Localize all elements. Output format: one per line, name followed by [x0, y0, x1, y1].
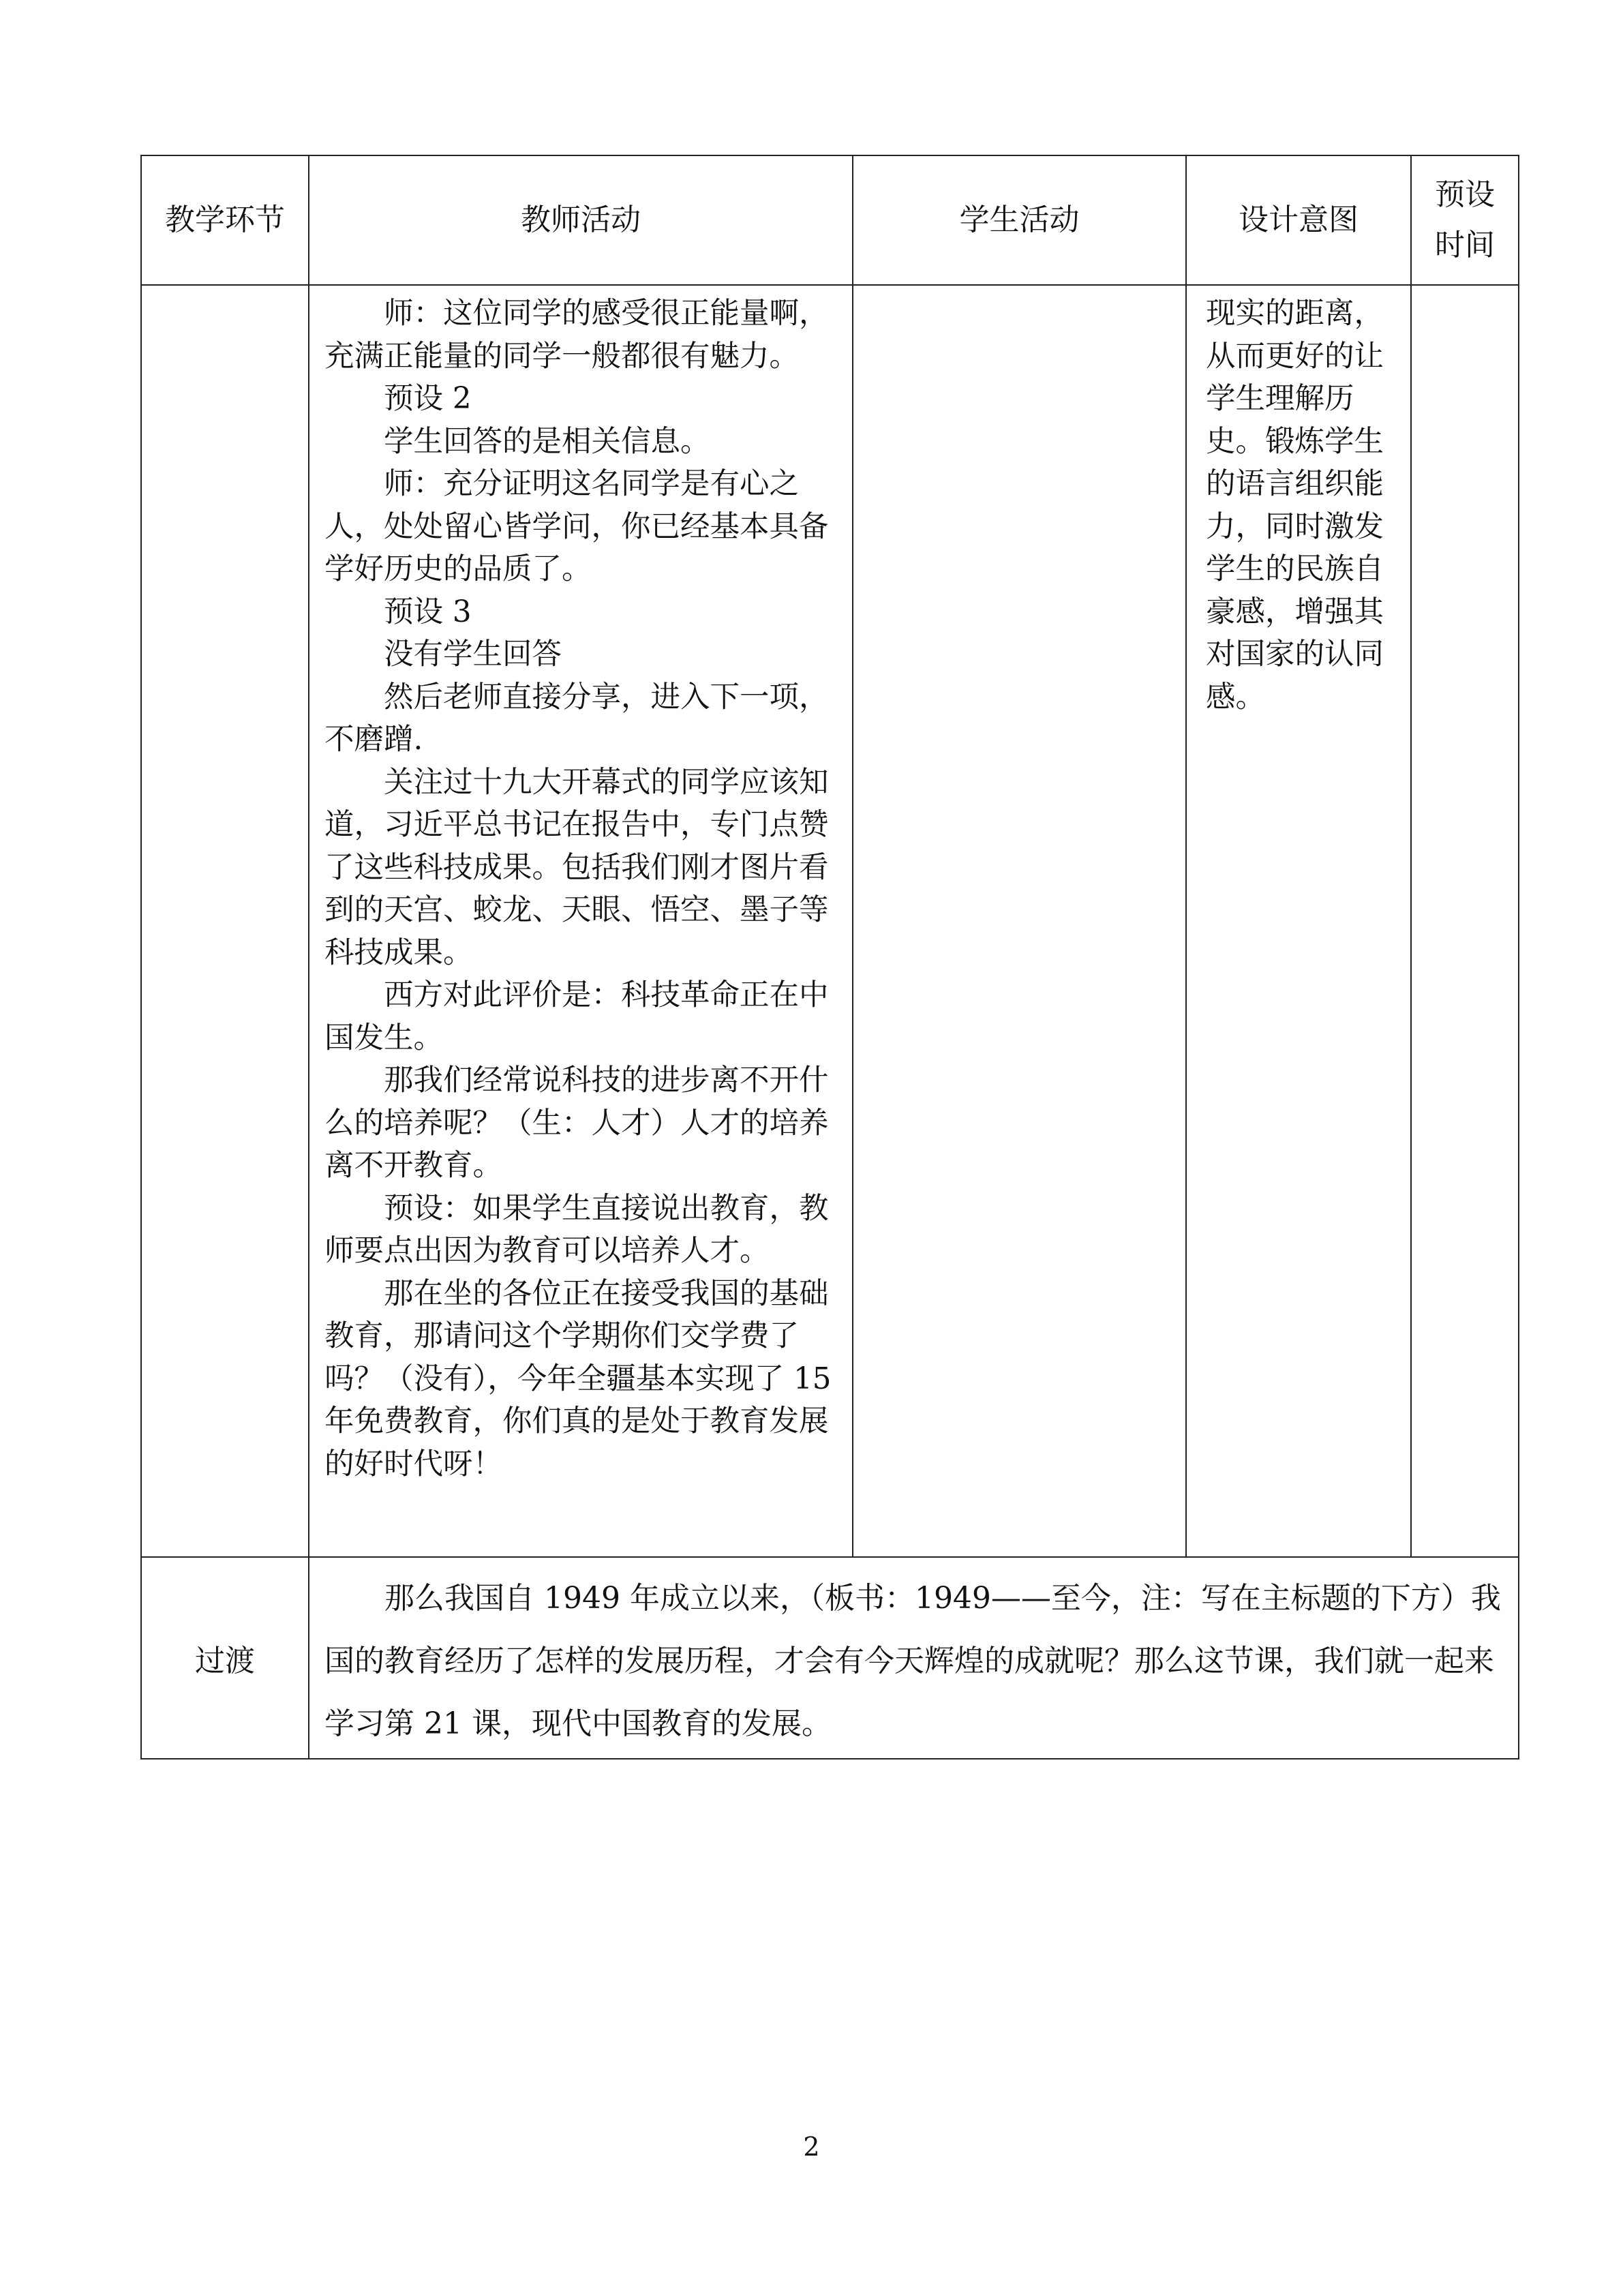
header-teacher-activity: 教师活动 — [309, 155, 853, 285]
header-row — [141, 155, 1519, 285]
design-intent-cell — [1186, 285, 1411, 1557]
student-activity-cell — [853, 285, 1186, 1557]
teacher-activity-cell — [309, 285, 853, 1557]
header-student-activity: 学生活动 — [853, 155, 1186, 285]
teacher-paragraph: 预设 2 — [384, 382, 472, 416]
teacher-paragraph: 预设：如果学生直接说出教育，教师要点出因为教育可以培养人才。 — [324, 1191, 829, 1268]
header-preset-time-text: 预设时间 — [1435, 177, 1495, 262]
teacher-paragraph: 师：充分证明这名同学是有心之人，处处留心皆学问，你已经基本具备学好历史的品质了。 — [324, 467, 829, 586]
teacher-paragraph: 西方对此评价是：科技革命正在中国发生。 — [324, 978, 829, 1055]
transition-row — [141, 1557, 1519, 1759]
header-teaching-stage: 教学环节 — [141, 155, 309, 285]
teacher-paragraph: 师：这位同学的感受很正能量啊，充满正能量的同学一般都很有魅力。 — [324, 297, 829, 374]
design-intent-text: 现实的距离，从而更好的让学生理解历史。锻炼学生的语言组织能力，同时激发学生的民族自豪感，增强其对国家的认同感。 — [1206, 297, 1384, 714]
teacher-paragraph: 那在坐的各位正在接受我国的基础教育，那请问这个学期你们交学费了吗？（没有），今年全疆基本实现了 15 年免费教育，你们真的是处于教育发展的好时代呀！ — [324, 1276, 832, 1481]
teacher-paragraph: 学生回答的是相关信息。 — [384, 424, 710, 459]
continued-row — [141, 285, 1519, 1557]
teacher-paragraph: 关注过十九大开幕式的同学应该知道，习近平总书记在报告中，专门点赞了这些科技成果。包括我们刚才图片看到的天宫、蛟龙、天眼、悟空、墨子等科技成果。 — [324, 765, 829, 970]
teacher-paragraph: 那我们经常说科技的进步离不开什么的培养呢？（生：人才）人才的培养离不开教育。 — [324, 1063, 829, 1183]
header-preset-time — [1411, 155, 1519, 285]
teacher-paragraph: 预设 3 — [384, 594, 472, 629]
page-number: 2 — [803, 2132, 820, 2162]
lesson-plan-table — [140, 155, 1519, 1759]
teacher-paragraph: 没有学生回答 — [384, 637, 562, 671]
header-design-intent: 设计意图 — [1186, 155, 1411, 285]
continued-stage-cell — [141, 285, 309, 1557]
transition-stage-cell: 过渡 — [141, 1557, 309, 1759]
teacher-paragraph: 然后老师直接分享，进入下一项，不磨蹭. — [324, 680, 829, 757]
preset-time-cell — [1411, 285, 1519, 1557]
transition-text-cell: 那么我国自 1949 年成立以来，（板书：1949——至今，注：写在主标题的下方）我国的教育经历了怎样的发展历程，才会有今天辉煌的成就呢？那么这节课，我们就一起来学习第 21 课，现代中国教育的发展。 — [309, 1557, 1519, 1759]
